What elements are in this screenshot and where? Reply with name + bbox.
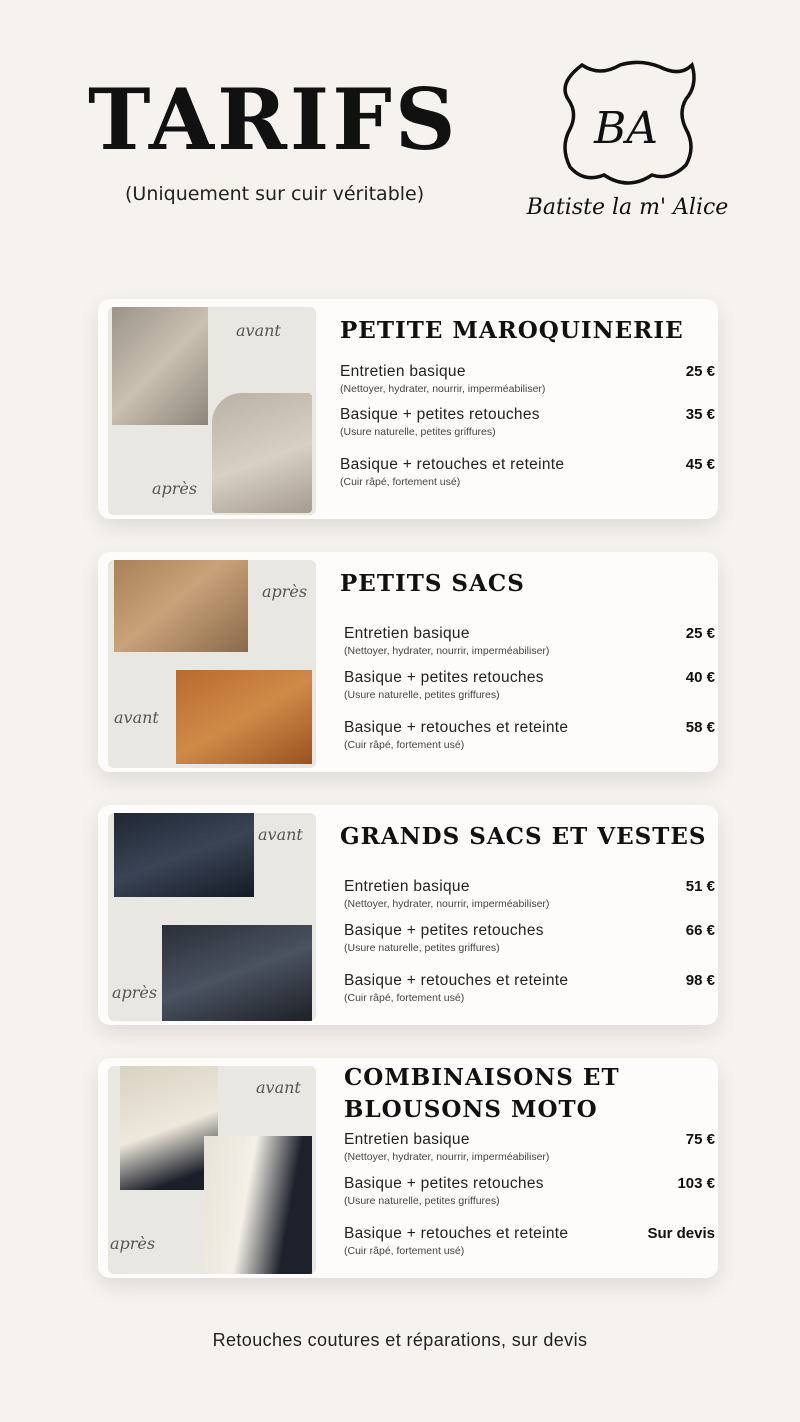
service-price: 40 € [685,669,715,686]
before-after-photo [108,307,316,515]
service-price: 45 € [685,456,715,473]
before-after-photo [108,1066,316,1274]
service-description: (Usure naturelle, petites griffures) [344,942,500,954]
footer-note: Retouches coutures et réparations, sur devis [212,1330,588,1350]
service-label: Entretien basique [340,363,466,380]
category-card-petite-maroquinerie [98,299,718,519]
service-price: 51 € [685,878,715,895]
category-card-grands-sacs-et-vestes [98,805,718,1025]
category-card-petits-sacs [98,552,718,772]
price-row [344,719,715,751]
service-price: 98 € [685,972,715,989]
page-subtitle: (Uniquement sur cuir véritable) [125,183,425,205]
service-description: (Cuir râpé, fortement usé) [340,476,461,488]
service-price: 75 € [685,1131,715,1148]
price-row [344,1131,715,1163]
category-title: PETITS SACS [340,570,525,597]
price-row [340,406,715,438]
service-label: Basique + petites retouches [344,1175,544,1192]
page-title: TARIFS [88,70,459,169]
before-label: avant [256,1078,301,1097]
service-price: 25 € [685,363,715,380]
brand-logo [520,55,735,245]
price-row [344,1225,715,1257]
service-label: Entretien basique [344,1131,470,1148]
category-title-line-1: COMBINAISONS ET [344,1064,620,1091]
service-label: Entretien basique [344,625,470,642]
category-title-line-2: BLOUSONS MOTO [344,1096,598,1123]
service-description: (Nettoyer, hydrater, nourrir, imperméabiliser) [340,383,546,395]
before-after-photo [108,560,316,768]
category-title: PETITE MAROQUINERIE [340,317,684,344]
service-label: Basique + retouches et reteinte [344,1225,569,1242]
service-description: (Usure naturelle, petites griffures) [344,689,500,701]
logo-monogram: BA [593,103,659,154]
price-row [340,363,715,395]
before-label: avant [236,321,281,340]
price-row [344,1175,715,1207]
service-label: Basique + retouches et reteinte [344,972,569,989]
service-price: Sur devis [647,1225,715,1242]
service-price: 25 € [685,625,715,642]
after-label: après [110,1234,156,1253]
service-price: 58 € [685,719,715,736]
after-label: après [262,582,308,601]
before-after-photo [108,813,316,1021]
service-description: (Nettoyer, hydrater, nourrir, imperméabiliser) [344,1151,550,1163]
before-label: avant [258,825,303,844]
price-row [344,625,715,657]
price-row [340,456,715,488]
price-row [344,922,715,954]
service-price: 103 € [677,1175,715,1192]
service-label: Basique + retouches et reteinte [344,719,569,736]
service-price: 66 € [685,922,715,939]
logo-script: Batiste la m' Alice [526,195,729,220]
service-description: (Cuir râpé, fortement usé) [344,992,465,1004]
service-description: (Nettoyer, hydrater, nourrir, imperméabiliser) [344,898,550,910]
price-row [344,669,715,701]
after-label: après [112,983,158,1002]
after-label: après [152,479,198,498]
service-label: Entretien basique [344,878,470,895]
service-description: (Usure naturelle, petites griffures) [340,426,496,438]
price-row [344,972,715,1004]
service-price: 35 € [685,406,715,423]
service-description: (Cuir râpé, fortement usé) [344,739,465,751]
leather-hide-icon [520,55,735,195]
before-label: avant [114,708,159,727]
service-description: (Cuir râpé, fortement usé) [344,1245,465,1257]
category-card-combinaisons-et-blousons-moto [98,1058,718,1278]
service-label: Basique + petites retouches [344,669,544,686]
service-description: (Nettoyer, hydrater, nourrir, imperméabiliser) [344,645,550,657]
service-label: Basique + petites retouches [340,406,540,423]
service-description: (Usure naturelle, petites griffures) [344,1195,500,1207]
category-title [344,1062,620,1126]
category-title: GRANDS SACS ET VESTES [340,823,707,850]
price-row [344,878,715,910]
service-label: Basique + retouches et reteinte [340,456,565,473]
service-label: Basique + petites retouches [344,922,544,939]
